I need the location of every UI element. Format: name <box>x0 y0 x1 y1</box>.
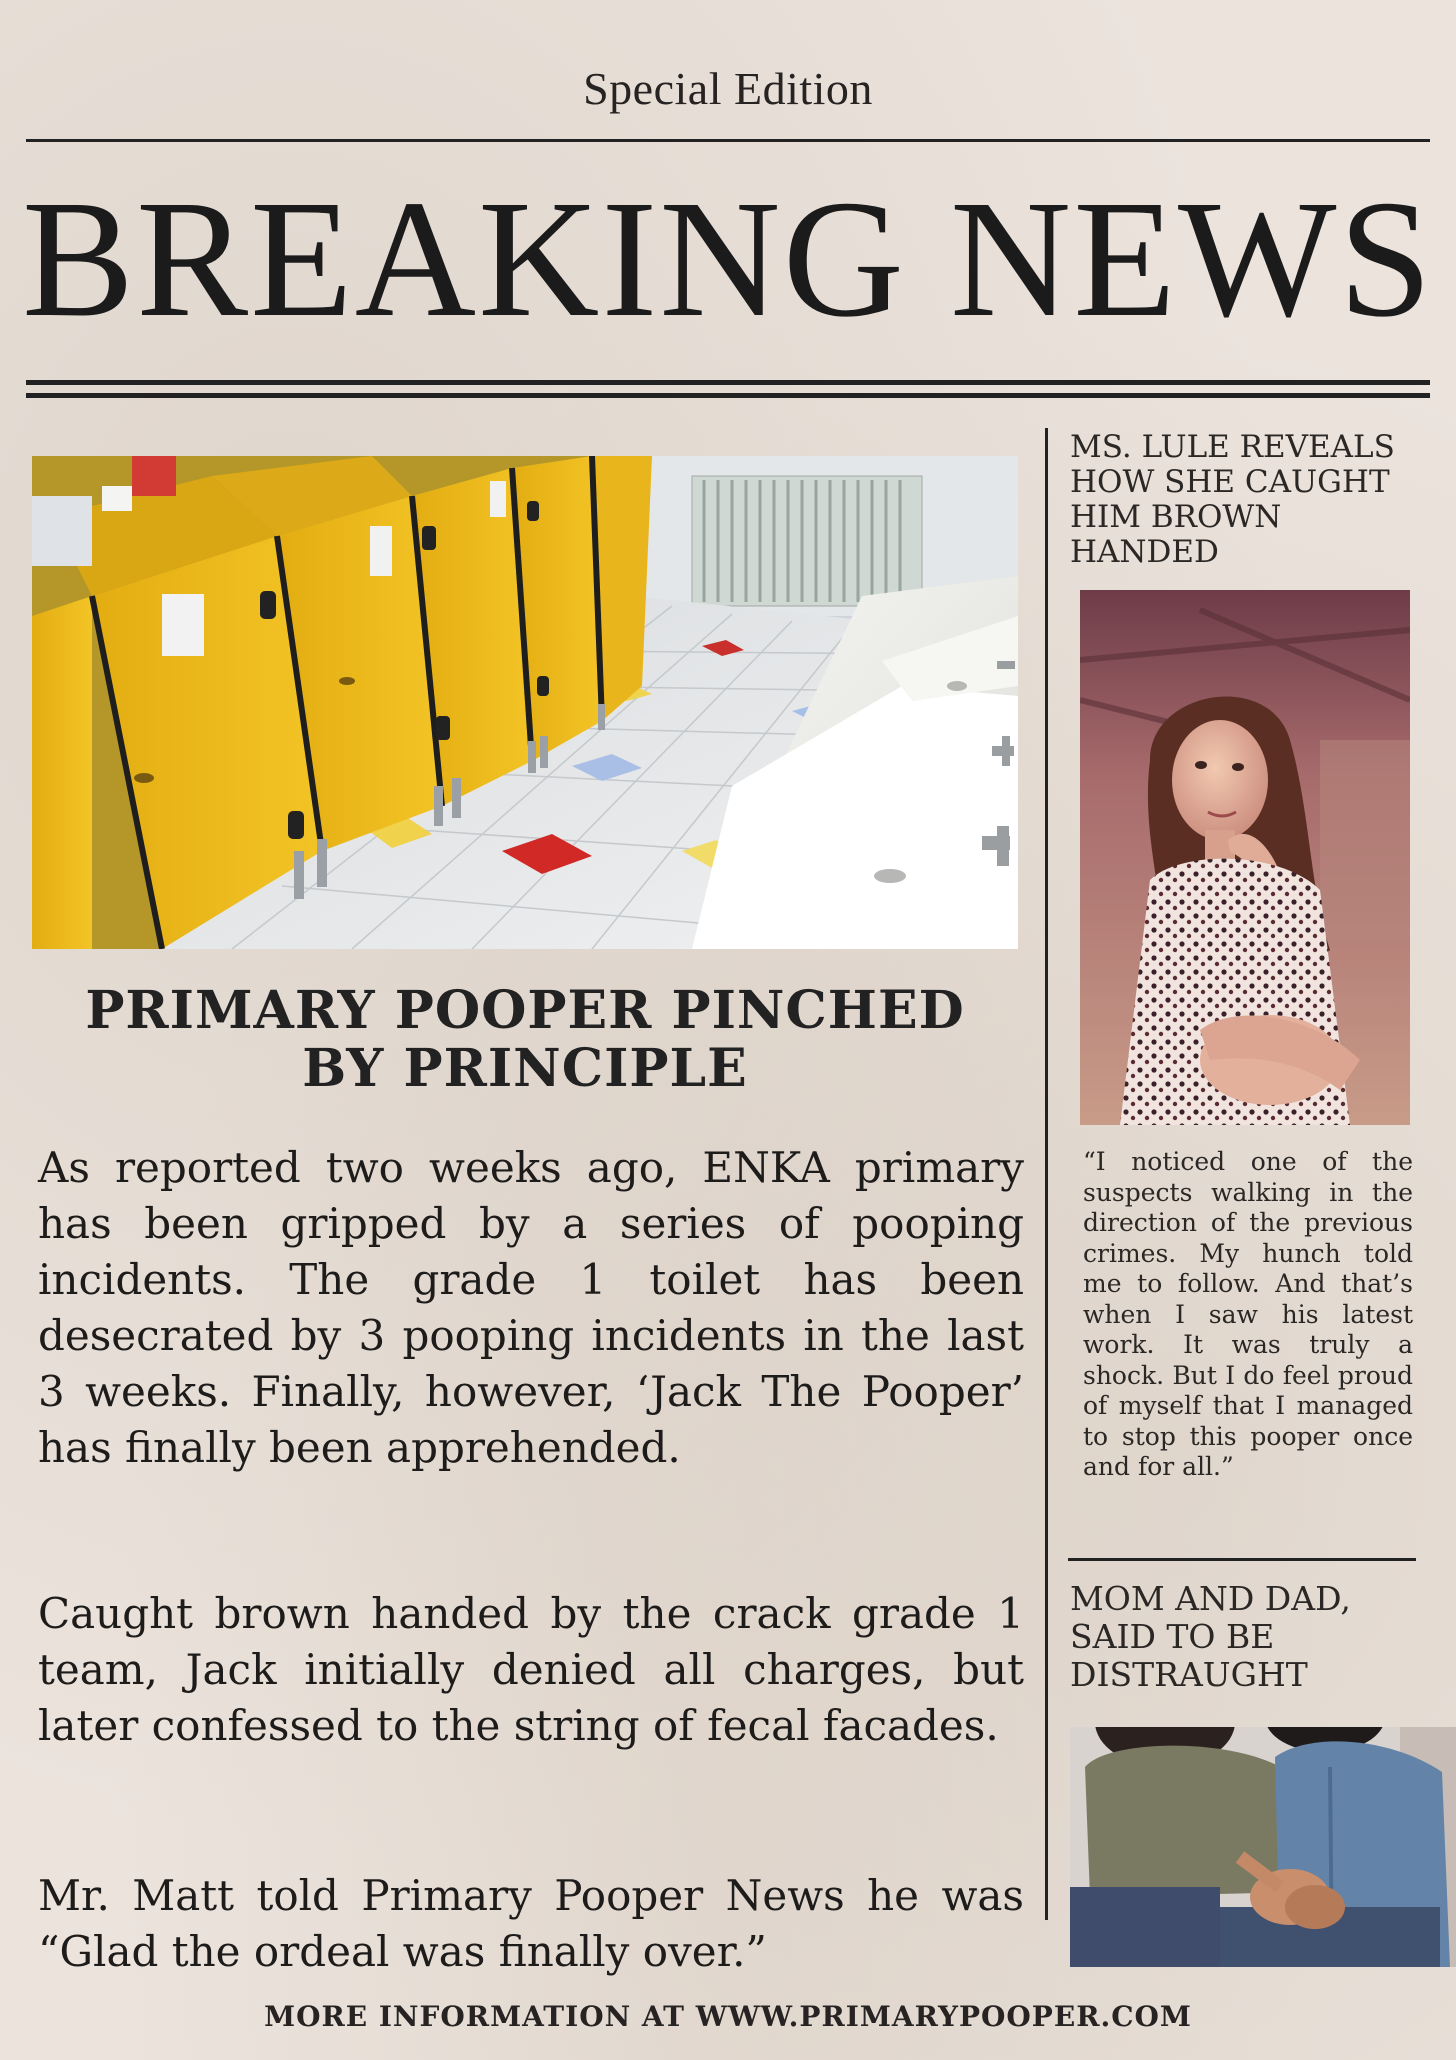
masthead-rule <box>26 139 1430 142</box>
parents-photo <box>1070 1727 1456 1967</box>
masthead-double-rule-top <box>26 380 1430 385</box>
article-paragraph: As reported two weeks ago, ENKA primary has been gripped by a series of pooping incidents. The grade 1 toilet has been desecrated by 3 pooping incidents in the last 3 weeks. Finally, however, ‘Jack The Pooper’ has finally been apprehended. <box>38 1143 1024 1472</box>
newspaper-headline: BREAKING NEWS <box>22 166 1434 352</box>
article-title <box>32 982 1018 1098</box>
sidebar-divider <box>1068 1558 1416 1561</box>
article-title-line-1: PRIMARY POOPER PINCHED <box>85 980 965 1041</box>
footer-link[interactable]: MORE INFORMATION AT WWW.PRIMARYPOOPER.COM <box>264 2000 1192 2033</box>
witness-quote: “I noticed one of the suspects walking in the direction of the previous crimes. My hunch told me to follow. And that’s when I saw his latest work. It was truly a shock. But I do feel proud of myself that I managed to stop this pooper once and for all.” <box>1083 1147 1413 1481</box>
masthead-double-rule-bottom <box>26 393 1430 398</box>
edition-label: Special Edition <box>583 63 873 114</box>
column-divider <box>1045 428 1048 1920</box>
article-paragraph: Caught brown handed by the crack grade 1 team, Jack initially denied all charges, but later confessed to the string of fecal facades. <box>38 1589 1024 1750</box>
sidebar-headline-1: MS. LULE REVEALS HOW SHE CAUGHT HIM BROWN HANDED <box>1070 429 1395 570</box>
article-title-line-2: BY PRINCIPLE <box>302 1038 748 1099</box>
sidebar-headline-2: MOM AND DAD, SAID TO BE DISTRAUGHT <box>1070 1579 1351 1694</box>
school-bathroom-photo <box>32 456 1018 949</box>
woman-portrait-photo <box>1080 590 1410 1125</box>
article-paragraph: Mr. Matt told Primary Pooper News he was “Glad the ordeal was finally over.” <box>38 1871 1024 1976</box>
